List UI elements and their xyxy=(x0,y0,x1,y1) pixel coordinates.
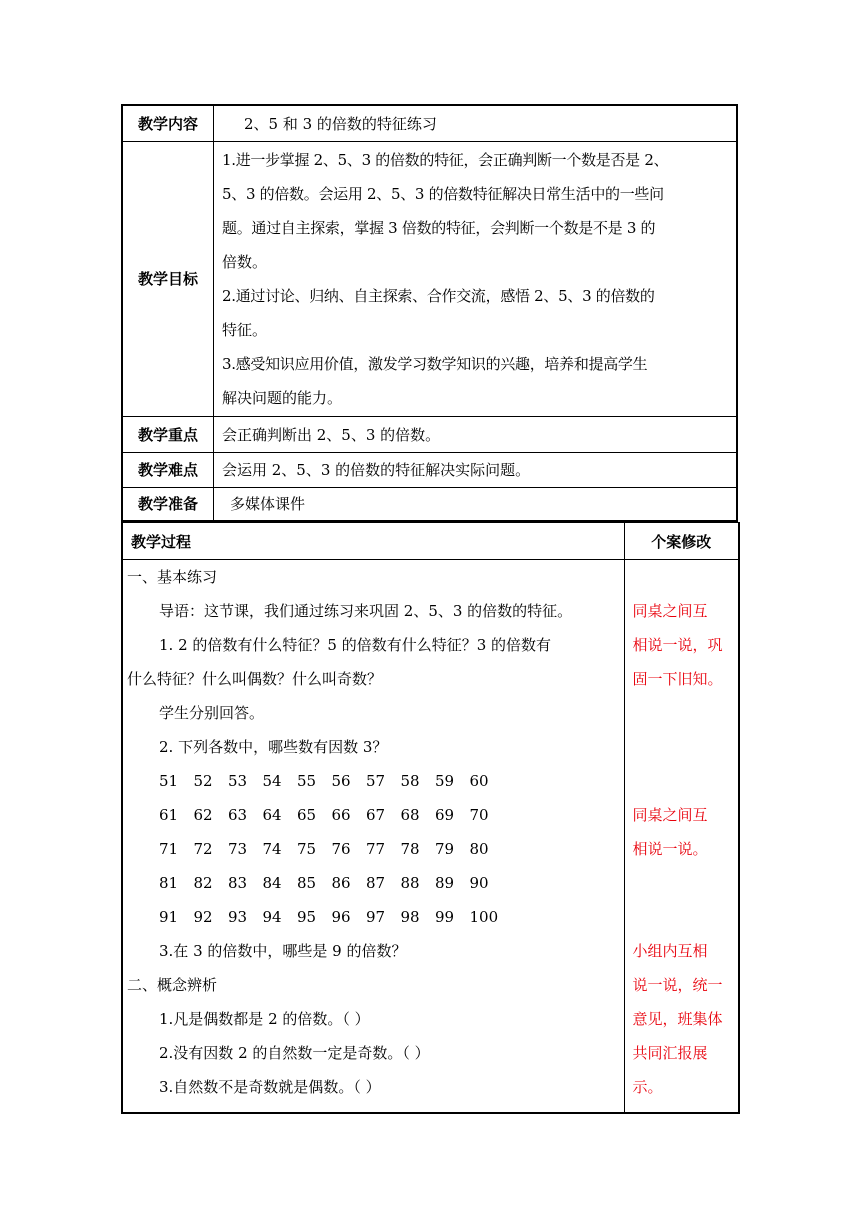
number: 65 xyxy=(297,806,317,824)
number: 88 xyxy=(400,874,420,892)
label-prep: 教学准备 xyxy=(122,487,214,521)
concept-2: 2.没有因数 2 的自然数一定是奇数。（ ） xyxy=(159,1044,430,1062)
note-line: 同桌之间互 xyxy=(632,806,708,824)
number: 61 xyxy=(159,806,179,824)
note-line: 意见，班集体 xyxy=(632,1010,723,1028)
number: 90 xyxy=(469,874,489,892)
number-row xyxy=(127,798,616,832)
number: 98 xyxy=(400,908,420,926)
number: 70 xyxy=(469,806,489,824)
concept-3: 3.自然数不是奇数就是偶数。（ ） xyxy=(159,1078,381,1096)
number: 71 xyxy=(159,840,179,858)
number: 97 xyxy=(366,908,386,926)
goal-line: 倍数。 xyxy=(222,252,268,271)
number-row xyxy=(127,764,616,798)
value-goals xyxy=(214,141,738,416)
number: 52 xyxy=(193,772,213,790)
question-1: 1. 2 的倍数有什么特征？5 的倍数有什么特征？3 的倍数有 xyxy=(159,636,552,654)
number: 60 xyxy=(469,772,489,790)
number: 84 xyxy=(262,874,282,892)
number: 64 xyxy=(262,806,282,824)
label-key: 教学重点 xyxy=(122,416,214,452)
number: 69 xyxy=(435,806,455,824)
goal-line: 1.进一步掌握 2、5、3 的倍数的特征，会正确判断一个数是否是 2、 xyxy=(222,150,669,169)
goal-line: 5、3 的倍数。会运用 2、5、3 的倍数特征解决日常生活中的一些问 xyxy=(222,184,664,203)
lesson-plan-table xyxy=(121,104,738,1114)
goal-line: 3.感受知识应用价值，激发学习数学知识的兴趣，培养和提高学生 xyxy=(222,354,648,373)
note-line: 同桌之间互 xyxy=(632,602,708,620)
number: 99 xyxy=(435,908,455,926)
process-table xyxy=(121,522,740,1114)
number-row xyxy=(127,832,616,866)
number: 62 xyxy=(193,806,213,824)
row-process-body xyxy=(122,560,739,1114)
section-heading: 二、概念辨析 xyxy=(127,976,218,994)
number: 81 xyxy=(159,874,179,892)
goal-line: 解决问题的能力。 xyxy=(222,388,343,407)
label-content: 教学内容 xyxy=(122,105,214,141)
number: 74 xyxy=(262,840,282,858)
number: 91 xyxy=(159,908,179,926)
number: 79 xyxy=(435,840,455,858)
goal-line: 2.通过讨论、归纳、自主探索、合作交流，感悟 2、5、3 的倍数的 xyxy=(222,286,655,305)
number: 72 xyxy=(193,840,213,858)
number-row xyxy=(127,900,616,934)
number: 51 xyxy=(159,772,179,790)
question-1-cont: 什么特征？什么叫偶数？什么叫奇数？ xyxy=(127,670,383,688)
number: 82 xyxy=(193,874,213,892)
value-content: 2、5 和 3 的倍数的特征练习 xyxy=(214,105,738,141)
label-difficult: 教学难点 xyxy=(122,452,214,487)
number-row xyxy=(127,866,616,900)
number: 75 xyxy=(297,840,317,858)
number: 95 xyxy=(297,908,317,926)
number: 54 xyxy=(262,772,282,790)
note-line: 小组内互相 xyxy=(632,942,708,960)
note-line: 相说一说。 xyxy=(632,840,708,858)
row-content xyxy=(122,105,737,141)
section-heading: 一、基本练习 xyxy=(127,568,218,586)
header-notes: 个案修改 xyxy=(624,523,739,560)
goal-line: 题。通过自主探索，掌握 3 倍数的特征，会判断一个数是不是 3 的 xyxy=(222,218,656,237)
number: 77 xyxy=(366,840,386,858)
number: 73 xyxy=(228,840,248,858)
note-line: 说一说，统一 xyxy=(632,976,723,994)
note-line: 共同汇报展 xyxy=(632,1044,708,1062)
number: 87 xyxy=(366,874,386,892)
row-process-header xyxy=(122,523,739,560)
info-table xyxy=(121,104,738,522)
number: 92 xyxy=(193,908,213,926)
student-answer: 学生分别回答。 xyxy=(159,704,265,722)
number: 58 xyxy=(400,772,420,790)
row-difficult xyxy=(122,452,737,487)
process-body xyxy=(122,560,624,1114)
number: 80 xyxy=(469,840,489,858)
row-key xyxy=(122,416,737,452)
concept-1: 1.凡是偶数都是 2 的倍数。（ ） xyxy=(159,1010,370,1028)
note-line: 示。 xyxy=(632,1078,663,1096)
number: 76 xyxy=(331,840,351,858)
question-2: 2. 下列各数中，哪些数有因数 3？ xyxy=(159,738,388,756)
number: 68 xyxy=(400,806,420,824)
number: 85 xyxy=(297,874,317,892)
number: 56 xyxy=(331,772,351,790)
row-goals xyxy=(122,141,737,416)
number: 96 xyxy=(331,908,351,926)
label-goals: 教学目标 xyxy=(122,141,214,416)
question-3: 3.在 3 的倍数中，哪些是 9 的倍数？ xyxy=(159,942,407,960)
number: 53 xyxy=(228,772,248,790)
number: 63 xyxy=(228,806,248,824)
value-difficult: 会运用 2、5、3 的倍数的特征解决实际问题。 xyxy=(214,452,738,487)
row-prep xyxy=(122,487,737,521)
value-prep: 多媒体课件 xyxy=(214,487,738,521)
note-line: 固一下旧知。 xyxy=(632,670,723,688)
intro-text: 导语：这节课，我们通过练习来巩固 2、5、3 的倍数的特征。 xyxy=(159,602,573,620)
number: 89 xyxy=(435,874,455,892)
number: 83 xyxy=(228,874,248,892)
number: 59 xyxy=(435,772,455,790)
number: 67 xyxy=(366,806,386,824)
header-process: 教学过程 xyxy=(122,523,624,560)
number: 78 xyxy=(400,840,420,858)
notes-body xyxy=(624,560,739,1114)
number: 55 xyxy=(297,772,317,790)
number: 100 xyxy=(469,908,499,926)
value-key: 会正确判断出 2、5、3 的倍数。 xyxy=(214,416,738,452)
number: 57 xyxy=(366,772,386,790)
number: 93 xyxy=(228,908,248,926)
number: 94 xyxy=(262,908,282,926)
note-line: 相说一说，巩 xyxy=(632,636,723,654)
goal-line: 特征。 xyxy=(222,320,268,339)
number: 66 xyxy=(331,806,351,824)
number: 86 xyxy=(331,874,351,892)
